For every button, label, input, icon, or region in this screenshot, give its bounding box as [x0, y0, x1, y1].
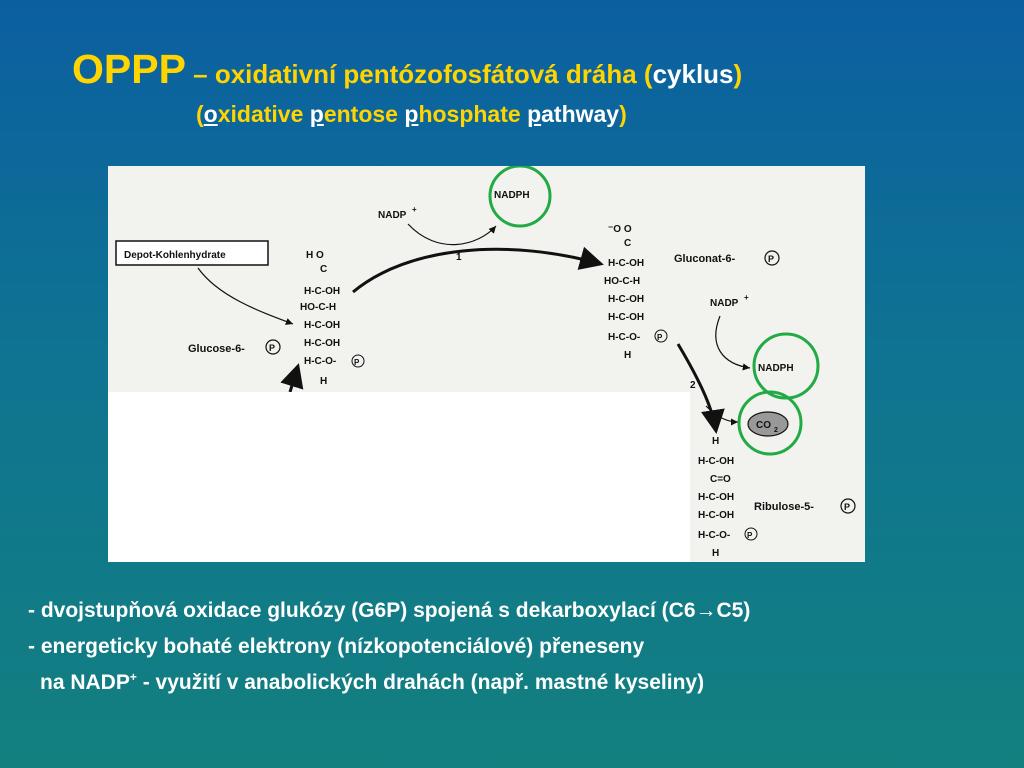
pathway-figure	[108, 166, 865, 562]
subtitle-paren-close: )	[619, 101, 627, 127]
gluc-line-8: H	[624, 350, 632, 361]
gluc-line-3: H-C-OH	[608, 258, 645, 269]
step1-arc-arrow	[353, 249, 601, 292]
glucose-phosphate-symbol: P	[269, 343, 276, 353]
ribu-phosphate: P	[747, 531, 753, 540]
subtitle-word-athway: athway	[541, 101, 620, 127]
ribulose-structure	[698, 436, 757, 559]
nadp-to-nadph-arrow-2	[716, 316, 750, 368]
gluconate-structure	[604, 224, 667, 361]
depot-arrow	[198, 268, 293, 324]
figure-mask	[108, 392, 690, 562]
ribu-line-5: H-C-OH	[698, 510, 735, 521]
bullet-2-continuation	[28, 662, 750, 698]
g6p-phosphate: P	[354, 358, 360, 367]
bullet-1: - dvojstupňová oxidace glukózy (G6P) spojená s dekarboxylací (C6→C5)	[28, 599, 751, 622]
step2-number: 2	[690, 380, 696, 391]
g6p-line-5: H-C-OH	[304, 320, 341, 331]
subtitle-word-hosphate: hosphate	[418, 101, 528, 127]
slide-subtitle	[196, 101, 627, 128]
title-cycle-word: cyklus	[652, 59, 734, 89]
gluconate-phosphate-symbol: P	[768, 254, 775, 264]
title-czech-name: – oxidativní pentózofosfátová dráha (	[185, 59, 653, 89]
g6p-line-6: H-C-OH	[304, 338, 341, 349]
ribu-line-6: H-C-O-	[698, 530, 731, 541]
gluconate-label: Gluconat-6-	[674, 253, 736, 265]
ribu-line-4: H-C-OH	[698, 492, 735, 503]
nadph-2: NADPH	[758, 363, 794, 374]
step1-number: 1	[456, 252, 462, 263]
g6p-line-1: H O	[306, 250, 324, 261]
subtitle-letter-p2: p	[404, 101, 419, 127]
bullet-2: - energeticky bohaté elektrony (nízkopotenciálové) přeneseny	[28, 635, 645, 658]
g6p-line-3: H-C-OH	[304, 286, 341, 297]
nadph-1: NADPH	[494, 190, 530, 201]
nadp-plus-1: NADP	[378, 210, 407, 221]
gluc-line-6: H-C-OH	[608, 312, 645, 323]
nadp-to-nadph-arrow-1	[408, 224, 496, 245]
gluc-line-7: H-C-O-	[608, 332, 641, 343]
subtitle-letter-o: o	[203, 101, 218, 127]
title-abbrev: OPPP	[72, 46, 186, 92]
co2-label: CO	[756, 420, 771, 431]
gluc-line-2: C	[624, 238, 632, 249]
bullet-2-nadp-sup: +	[129, 670, 137, 684]
bullet-list	[28, 596, 750, 698]
g6p-line-4: HO-C-H	[300, 302, 337, 313]
nadp-plus-2-sup: +	[744, 293, 749, 302]
glucose-structure	[300, 250, 364, 387]
g6p-line-8: H	[320, 376, 328, 387]
nadp-plus-1-sup: +	[412, 205, 417, 214]
subtitle-letter-p1: p	[309, 101, 324, 127]
subtitle-word-xidative: xidative	[217, 101, 310, 127]
subtitle-letter-p3: p	[527, 101, 542, 127]
co2-subscript: 2	[774, 427, 778, 434]
depot-label: Depot-Kohlenhydrate	[124, 250, 226, 261]
slide-title	[72, 46, 742, 93]
gluc-line-4: HO-C-H	[604, 276, 641, 287]
subtitle-paren-open: (	[196, 101, 204, 127]
gluc-line-5: H-C-OH	[608, 294, 645, 305]
bullet-2-nadp: na NADP	[40, 671, 130, 694]
g6p-line-2: C	[320, 264, 328, 275]
nadp-plus-2: NADP	[710, 298, 739, 309]
ribulose-label: Ribulose-5-	[754, 501, 814, 513]
bullet-2-rest: - využití v anabolických drahách (např. mastné kyseliny)	[136, 671, 705, 694]
subtitle-word-entose: entose	[323, 101, 405, 127]
g6p-line-7: H-C-O-	[304, 356, 337, 367]
ribulose-phosphate-symbol: P	[844, 502, 851, 512]
title-close-paren: )	[733, 59, 743, 89]
glucose-label: Glucose-6-	[188, 343, 245, 355]
regen-arrow	[290, 366, 298, 392]
gluc-line-1: ⁻O O	[608, 224, 632, 235]
ribu-line-1: H	[712, 436, 720, 447]
ribu-line-3: C=O	[710, 474, 731, 485]
ribu-line-7: H	[712, 548, 720, 559]
ribu-line-2: H-C-OH	[698, 456, 735, 467]
gluc-phosphate: P	[657, 333, 663, 342]
